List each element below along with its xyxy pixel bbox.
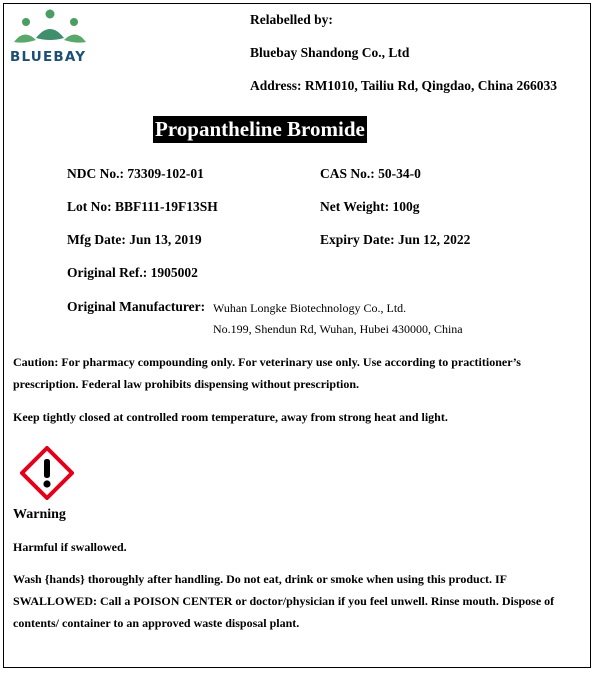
storage-statement: Keep tightly closed at controlled room temperature, away from strong heat and light.: [13, 410, 448, 424]
original-ref: Original Ref.: 1905002: [67, 265, 198, 280]
precautionary-statements: Wash {hands} thoroughly after handling. Do not eat, drink or smoke when using this product. IF SWALLOWED: Call a POISON CENTER or doctor/physician if you feel unwell. Rinse mouth. Dispose of contents/ container to an approved waste disposal plant.: [13, 572, 555, 630]
mfg-date: Mfg Date: Jun 13, 2019: [67, 232, 202, 247]
caution-statement: Caution: For pharmacy compounding only. For veterinary use only. Use according to practitioner’s prescription. Federal law prohibits dispensing without prescription.: [13, 355, 521, 391]
product-name: Propantheline Bromide: [155, 117, 365, 141]
hazard-statement: Harmful if swallowed.: [13, 540, 127, 554]
manufacturer-name: Wuhan Longke Biotechnology Co., Ltd.: [213, 301, 407, 315]
original-manufacturer-label: Original Manufacturer:: [67, 299, 206, 314]
lot-number: Lot No: BBF111-19F13SH: [67, 199, 218, 214]
net-weight: Net Weight: 100g: [320, 199, 420, 214]
ndc-number: NDC No.: 73309-102-01: [67, 166, 204, 181]
manufacturer-address: No.199, Shendun Rd, Wuhan, Hubei 430000, China: [213, 322, 463, 336]
relabeler-address: Address: RM1010, Tailiu Rd, Qingdao, China 266033: [250, 78, 557, 93]
signal-word: Warning: [13, 507, 66, 522]
cas-number: CAS No.: 50-34-0: [320, 166, 421, 181]
exclamation-mark-icon: [20, 446, 74, 500]
relabelled-by-heading: Relabelled by:: [250, 12, 333, 27]
bluebay-logo-text: BLUEBAY: [10, 49, 87, 65]
relabeler-company: Bluebay Shandong Co., Ltd: [250, 45, 410, 60]
expiry-date: Expiry Date: Jun 12, 2022: [320, 232, 471, 247]
